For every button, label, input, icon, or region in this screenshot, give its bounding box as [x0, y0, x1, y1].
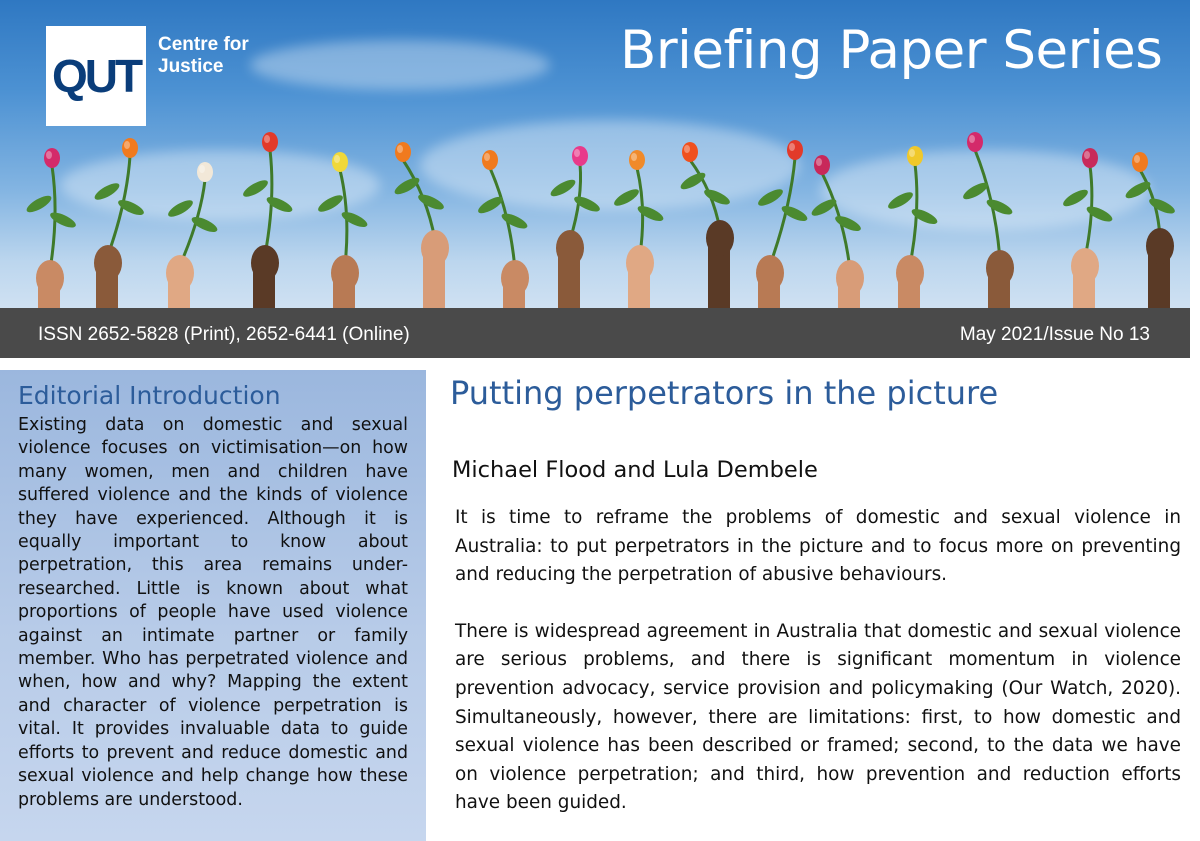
rose — [1061, 148, 1114, 308]
centre-name: Centre for Justice — [158, 34, 249, 77]
article-paragraph: There is widespread agreement in Australia that domestic and sexual violence are serious problems, and there is significant momentum in violence prevention advocacy, service provision and policymaking (Our Watch, 2020). Simultaneously, however, there are limitations: first, to how domestic and sexual violence has been described or framed; second, to the data we have on violence perpetration; and third, how prevention and reduction efforts have been guided. — [455, 620, 1181, 814]
editorial-box — [0, 370, 426, 841]
rose — [756, 140, 809, 308]
rose — [241, 132, 294, 308]
article-paragraph: It is time to reframe the problems of domestic and sexual violence in Australia: to put perpetrators in the picture and to focus more on preventing and reducing the perpetration of abusive behaviours. — [455, 507, 1181, 586]
rose — [24, 148, 77, 308]
editorial-heading: Editorial Introduction — [18, 381, 281, 410]
article-body — [455, 504, 1181, 818]
article-authors: Michael Flood and Lula Dembele — [452, 457, 818, 483]
rose — [886, 146, 939, 308]
issn-text: ISSN 2652-5828 (Print), 2652-6441 (Online) — [38, 324, 410, 345]
editorial-body: Existing data on domestic and sexual violence focuses on victimisation—on how many women, men and children have suffered violence and the kinds of violence they have experienced. Although it is equally important to know about perpetration, this area remains under-researched. Little is known about what proportions of people have used violence against an intimate partner or family member. Who has perpetrated violence and when, how and why? Mapping the extent and character of violence perpetration is vital. It provides invaluable data to guide efforts to prevent and reduce domestic and sexual violence and help change how these problems are understood. — [18, 415, 408, 810]
rose — [612, 150, 665, 308]
qut-logo-text: QUT — [51, 50, 141, 102]
rose — [392, 142, 449, 308]
qut-logo[interactable] — [46, 26, 146, 126]
article-title: Putting perpetrators in the picture — [450, 374, 999, 412]
rose — [92, 138, 145, 308]
rose — [316, 152, 369, 308]
rose — [1123, 152, 1176, 308]
rose — [166, 162, 219, 308]
rose — [548, 146, 601, 308]
issue-text: May 2021/Issue No 13 — [959, 324, 1150, 345]
rose — [961, 132, 1014, 308]
info-bar — [0, 308, 1190, 358]
series-title: Briefing Paper Series — [620, 20, 1163, 81]
rose — [678, 142, 734, 308]
header-banner — [0, 0, 1190, 308]
rose — [476, 150, 529, 308]
rose — [809, 155, 864, 308]
